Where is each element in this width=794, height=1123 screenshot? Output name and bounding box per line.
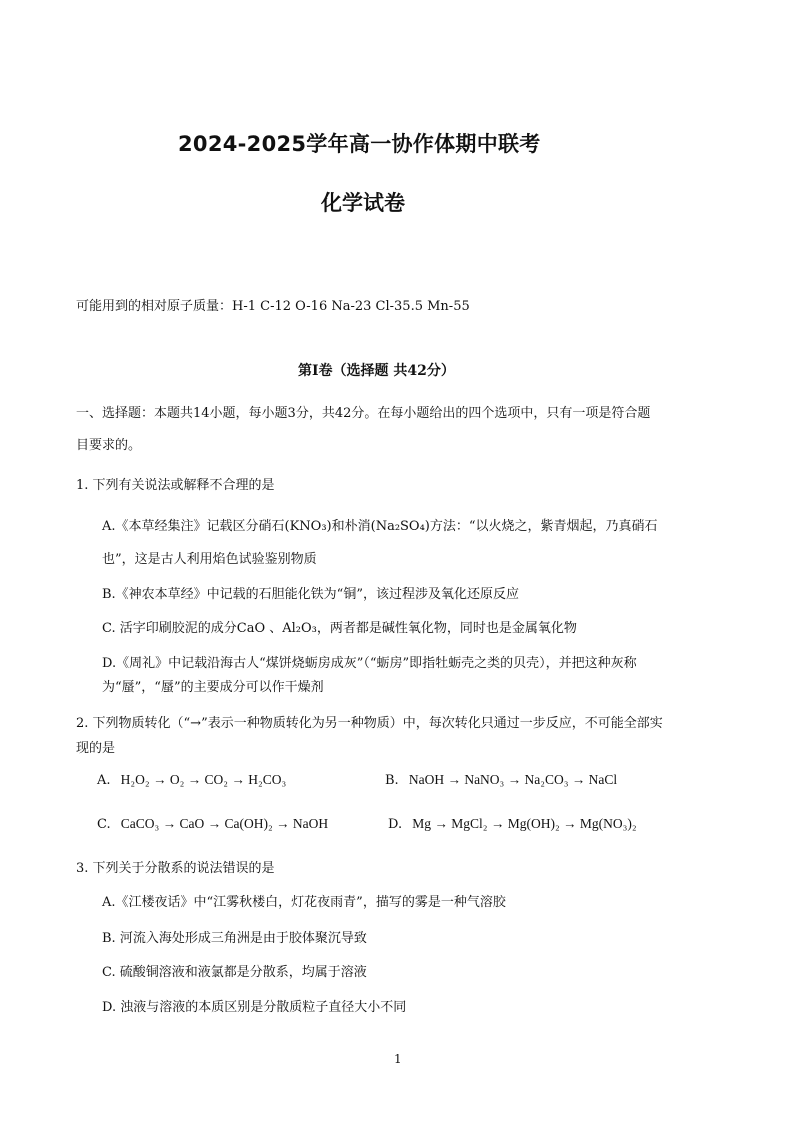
page-number: 1	[394, 1052, 402, 1066]
question-3-option-d: D. 浊液与溶液的本质区别是分散质粒子直径大小不同	[102, 1000, 407, 1015]
question-1-option-a-line1: A.《本草经集注》记载区分硝石(KNO₃)和朴消(Na₂SO₄)方法：“以火烧之，紫青烟起，乃真硝石	[102, 519, 658, 534]
exam-subtitle: 化学试卷	[321, 191, 405, 215]
question-3-option-a: A.《江楼夜话》中“江雾秋楼白，灯花夜雨青”，描写的雾是一种气溶胶	[102, 895, 506, 910]
reaction-chain: NaOH → NaNO₃ → Na₂CO₃ → NaCl	[408, 772, 618, 787]
question-1-option-c: C. 活字印刷胶泥的成分CaO 、Al₂O₃，两者都是碱性氧化物，同时也是金属氧化物	[102, 621, 577, 636]
exam-title: 2024-2025学年高一协作体期中联考	[178, 132, 541, 156]
question-1-option-d-line1: D.《周礼》中记载沿海古人“煤饼烧蛎房成灰”（“蛎房”即指牡蛎壳之类的贝壳），并把这种灰称	[102, 656, 637, 671]
question-2-option-b	[385, 771, 617, 790]
question-3-stem: 3. 下列关于分散系的说法错误的是	[76, 861, 275, 876]
option-label: B.	[385, 773, 399, 788]
section-instruction-line2: 目要求的。	[76, 438, 142, 453]
reaction-chain: Mg → MgCl₂ → Mg(OH)₂ → Mg(NO₃)₂	[412, 816, 637, 831]
part-heading: 第Ⅰ卷（选择题 共42分）	[298, 363, 455, 379]
question-1-option-d-line2: 为“蜃”，“蜃”的主要成分可以作干燥剂	[102, 680, 324, 695]
question-3-option-c: C. 硫酸铜溶液和液氯都是分散系，均属于溶液	[102, 965, 367, 980]
question-1-stem: 1. 下列有关说法或解释不合理的是	[76, 478, 275, 493]
option-label: D.	[388, 817, 403, 832]
atomic-masses: 可能用到的相对原子质量：H-1 C-12 O-16 Na-23 Cl-35.5 Mn-55	[76, 299, 470, 314]
question-1-option-a-line2: 也”，这是古人利用焰色试验鉴别物质	[102, 552, 317, 567]
question-2-stem-line1: 2. 下列物质转化（“→”表示一种物质转化为另一种物质）中，每次转化只通过一步反应，不可能全部实	[76, 716, 663, 731]
option-label: A.	[97, 773, 111, 788]
question-3-option-b: B. 河流入海处形成三角洲是由于胶体聚沉导致	[102, 931, 367, 946]
question-2-option-d	[388, 815, 637, 834]
option-label: C.	[97, 817, 111, 832]
question-2-option-c	[97, 815, 328, 834]
reaction-chain: H₂O₂ → O₂ → CO₂ → H₂CO₃	[120, 772, 287, 787]
reaction-chain: CaCO₃ → CaO → Ca(OH)₂ → NaOH	[120, 816, 329, 831]
question-1-option-b: B.《神农本草经》中记载的石胆能化铁为“铜”，该过程涉及氧化还原反应	[102, 587, 519, 602]
section-instruction-line1: 一、选择题：本题共14小题，每小题3分，共42分。在每小题给出的四个选项中，只有一项是符合题	[76, 406, 651, 421]
question-2-stem-line2: 现的是	[76, 741, 116, 756]
question-2-option-a	[97, 771, 286, 790]
